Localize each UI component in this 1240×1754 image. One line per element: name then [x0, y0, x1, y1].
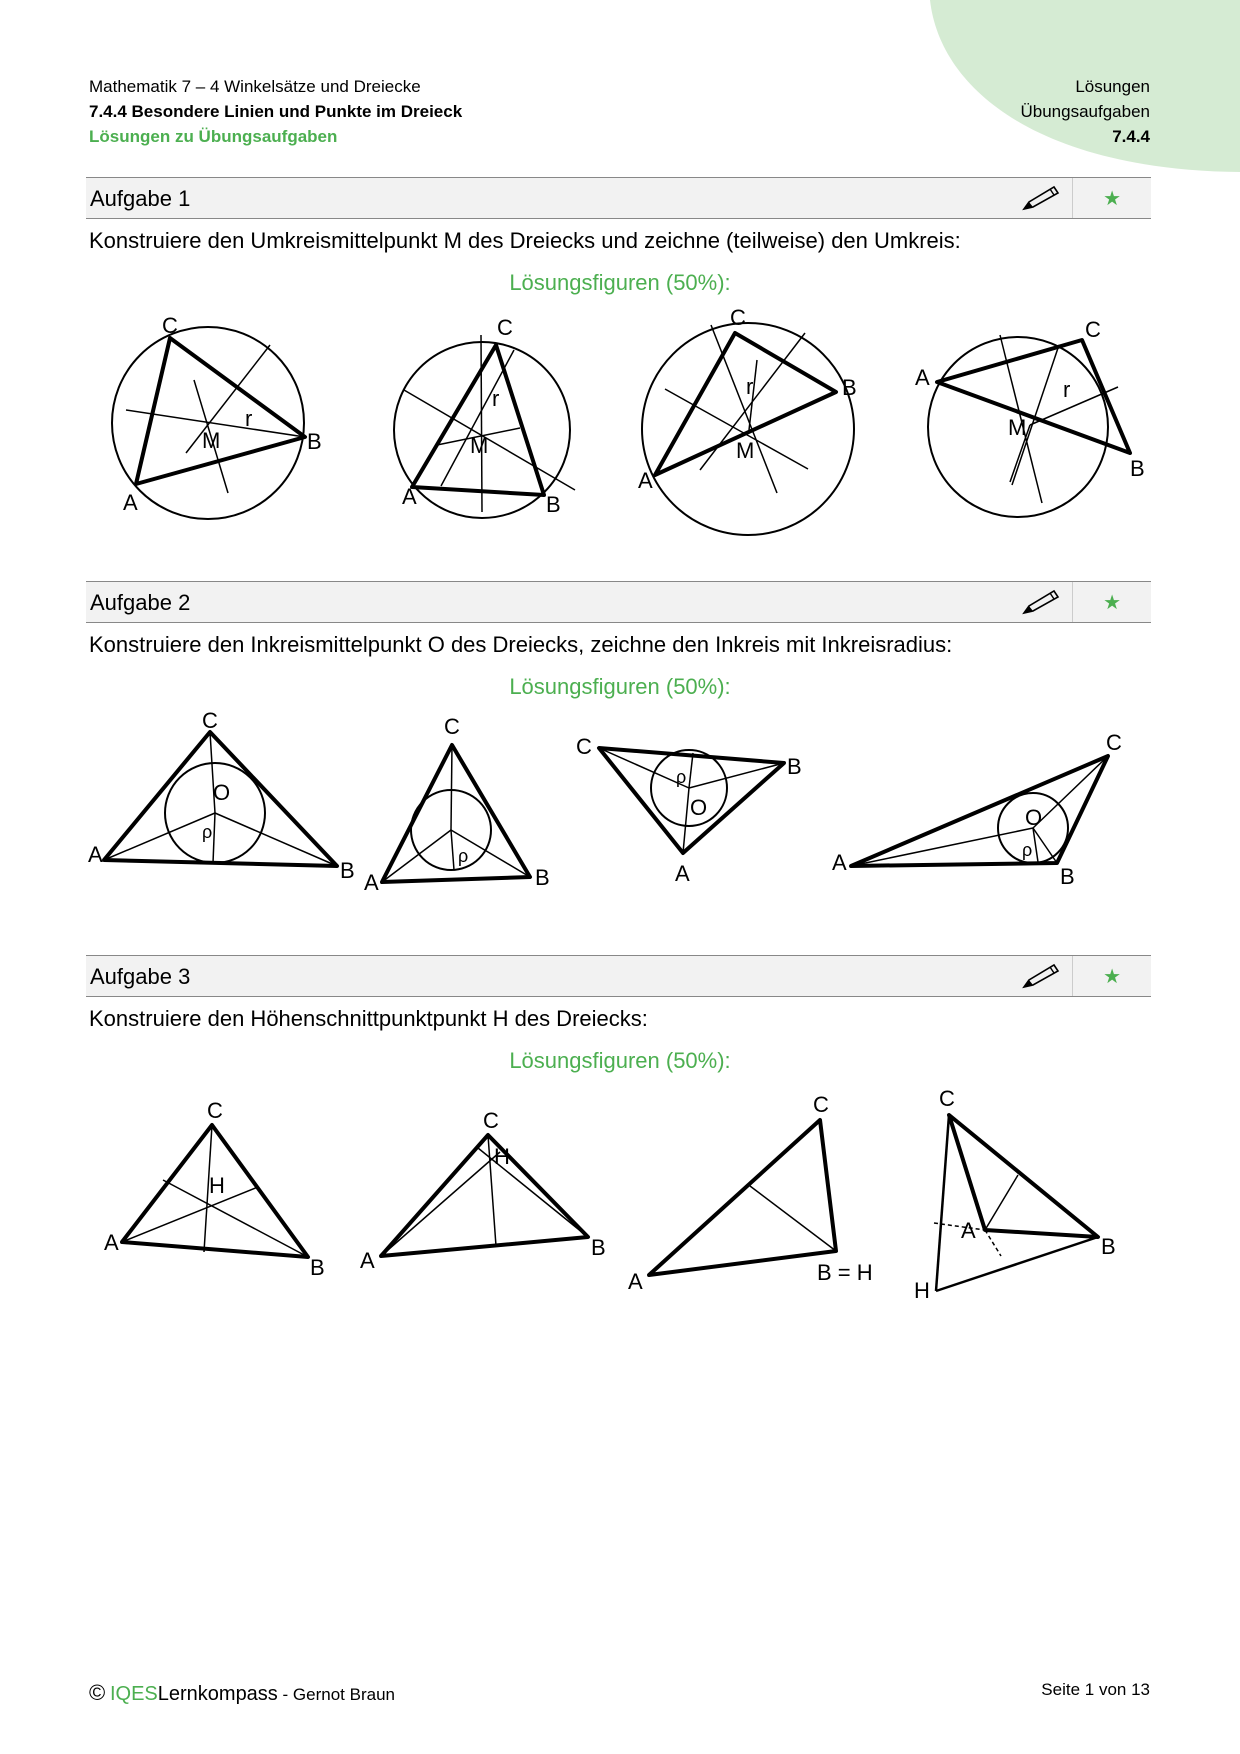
circumcircle-figure-1 [112, 313, 322, 519]
label-B: B [307, 429, 322, 454]
label-C: C [939, 1086, 955, 1111]
label-A: A [104, 1230, 119, 1255]
label-M: M [470, 433, 489, 458]
incircle-figure-4 [832, 730, 1122, 889]
label-A: A [832, 850, 847, 875]
task-3-solution-label: Lösungsfiguren (50%): [509, 1048, 731, 1073]
divider [1072, 582, 1073, 622]
label-B: B [1060, 864, 1075, 889]
label-A: A [675, 861, 690, 886]
label-r: r [492, 386, 500, 411]
label-M: M [736, 438, 755, 463]
header-code: 7.4.4 [1112, 127, 1150, 146]
label-A: A [360, 1248, 375, 1273]
altitude-figure-3 [628, 1092, 873, 1294]
label-H: H [914, 1278, 930, 1303]
label-H: H [209, 1173, 225, 1198]
footer-author: - Gernot Braun [277, 1685, 395, 1704]
label-B: B [340, 858, 355, 883]
label-A: A [628, 1269, 643, 1294]
pencil-icon [1021, 184, 1061, 212]
brand-lernkompass: Lernkompass [157, 1683, 278, 1705]
divider [1072, 956, 1073, 996]
task-1-figures [0, 300, 1240, 540]
task-3-prompt: Konstruiere den Höhenschnittpunktpunkt H des Dreiecks: [89, 1006, 648, 1031]
label-C: C [1106, 730, 1122, 755]
task-title: Aufgabe 2 [90, 590, 191, 615]
circumcircle-figure-4 [915, 317, 1145, 517]
altitude-figure-4 [914, 1086, 1116, 1303]
label-O: O [213, 780, 231, 805]
task-1-prompt: Konstruiere den Umkreismittelpunkt M des Dreiecks und zeichne (teilweise) den Umkreis: [89, 228, 961, 253]
task-2-figures [0, 710, 1240, 910]
label-B: B [842, 375, 857, 400]
chapter-title: 7.4.4 Besondere Linien und Punkte im Dreieck [89, 102, 463, 121]
label-C: C [497, 315, 513, 340]
brand-iqes: IQES [109, 1683, 158, 1705]
course-title: Mathematik 7 – 4 Winkelsätze und Dreiecke [89, 77, 421, 96]
label-C: C [576, 734, 592, 759]
label-B: B [591, 1235, 606, 1260]
label-A: A [88, 842, 103, 867]
task-1-header [86, 177, 1151, 219]
label-A: A [961, 1218, 976, 1243]
header-exercises: Übungsaufgaben [1020, 102, 1150, 121]
label-C: C [207, 1098, 223, 1123]
label-B: B [1101, 1234, 1116, 1259]
task-3-figures [0, 1080, 1240, 1310]
altitude-figure-1 [104, 1098, 325, 1280]
section-subtitle: Lösungen zu Übungsaufgaben [89, 127, 338, 146]
copyright-icon: © [89, 1680, 106, 1705]
label-M: M [1008, 415, 1027, 440]
pencil-icon [1021, 962, 1061, 990]
incircle-figure-1 [88, 710, 355, 883]
label-rho: ρ [1022, 840, 1033, 860]
label-B: B [546, 492, 561, 517]
label-C: C [730, 305, 746, 330]
label-r: r [245, 406, 253, 431]
label-A: A [123, 490, 138, 515]
label-rho: ρ [202, 822, 213, 842]
label-C: C [444, 714, 460, 739]
label-A: A [364, 870, 379, 895]
label-BH: B = H [817, 1260, 873, 1285]
label-B: B [310, 1255, 325, 1280]
label-r: r [1063, 377, 1071, 402]
altitude-figure-2 [360, 1108, 606, 1273]
footer-brand [89, 1680, 395, 1706]
label-B: B [787, 754, 802, 779]
header-solutions: Lösungen [1075, 77, 1150, 96]
label-C: C [483, 1108, 499, 1133]
label-A: A [638, 468, 653, 493]
label-B: B [535, 865, 550, 890]
circumcircle-figure-3 [638, 305, 857, 535]
circumcircle-figure-2 [394, 315, 575, 518]
label-B: B [1130, 456, 1145, 481]
label-C: C [1085, 317, 1101, 342]
label-rho: ρ [458, 846, 469, 866]
label-M: M [202, 428, 221, 453]
star-icon: ★ [1103, 966, 1121, 988]
label-A: A [915, 365, 930, 390]
document-header-right [1020, 74, 1150, 149]
task-title: Aufgabe 1 [90, 186, 191, 211]
task-2-prompt: Konstruiere den Inkreismittelpunkt O des Dreiecks, zeichne den Inkreis mit Inkreisradius: [89, 632, 953, 657]
label-C: C [202, 710, 218, 733]
star-icon: ★ [1103, 592, 1121, 614]
task-2-solution-label: Lösungsfiguren (50%): [509, 674, 731, 699]
page-number: Seite 1 von 13 [1041, 1680, 1150, 1699]
task-1-solution-label: Lösungsfiguren (50%): [509, 270, 731, 295]
label-rho: ρ [676, 767, 687, 787]
pencil-icon [1021, 588, 1061, 616]
incircle-figure-3 [576, 734, 802, 886]
label-H: H [494, 1144, 510, 1169]
label-C: C [162, 313, 178, 338]
incircle-figure-2 [364, 714, 550, 895]
label-r: r [746, 374, 754, 399]
star-icon: ★ [1103, 188, 1121, 210]
task-3-header [86, 955, 1151, 997]
label-C: C [813, 1092, 829, 1117]
document-header [89, 74, 462, 149]
label-O: O [1025, 805, 1043, 830]
task-title: Aufgabe 3 [90, 964, 191, 989]
label-A: A [402, 484, 417, 509]
divider [1072, 178, 1073, 218]
task-2-header [86, 581, 1151, 623]
label-O: O [690, 795, 708, 820]
